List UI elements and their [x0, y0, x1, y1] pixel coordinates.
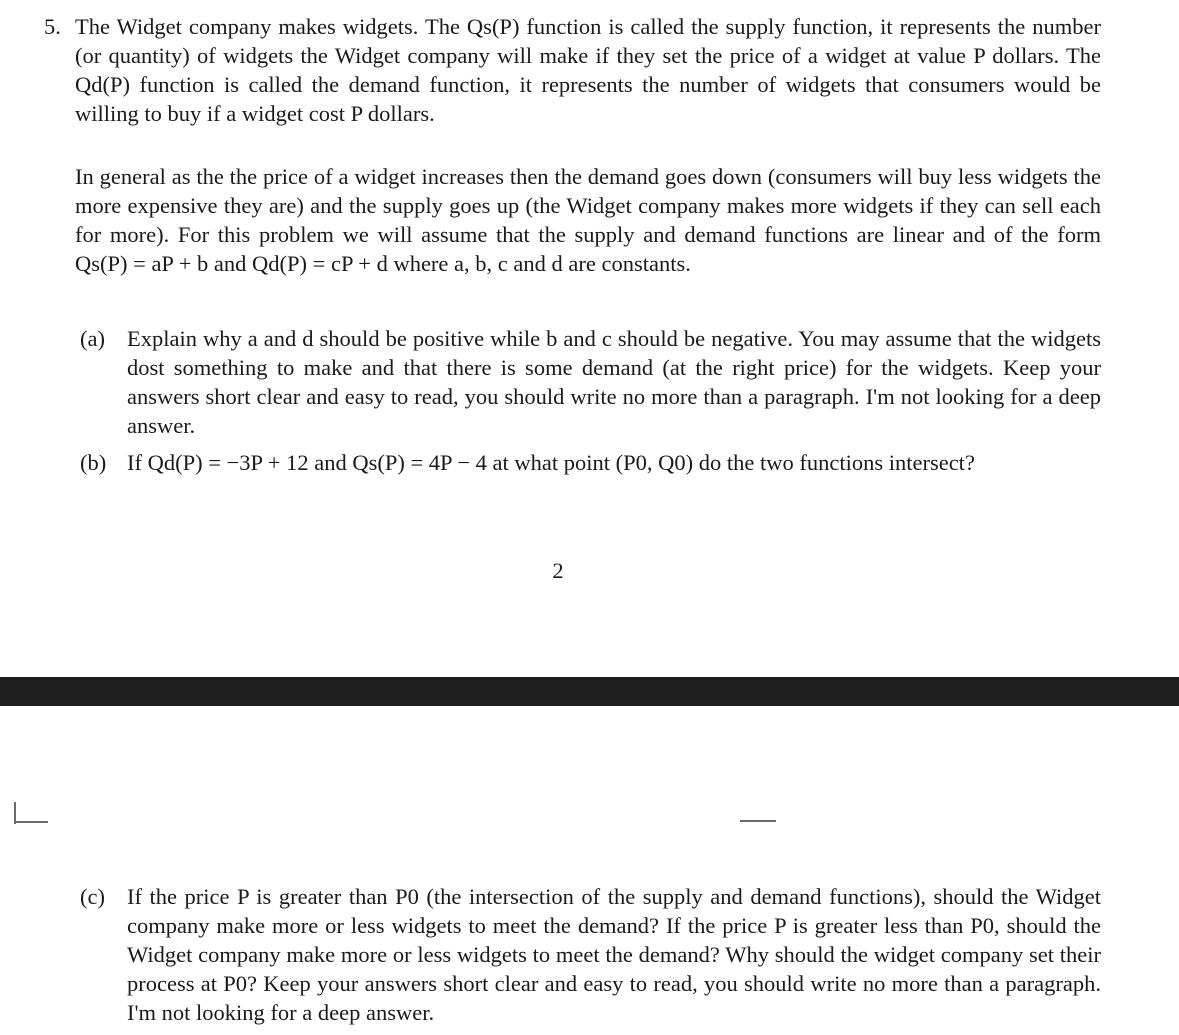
part-a-label: (a): [80, 326, 105, 351]
part-b-text: If Qd(P) = −3P + 12 and Qs(P) = 4P − 4 at what point (P0, Q0) do the two functions intersect?: [127, 450, 975, 475]
problem-intro: The Widget company makes widgets. The Qs(P) function is called the supply function, it represents the number (or quantity) of widgets the Widget company will make if they set the price of a widget at value P dollars. The Qd(P) function is called the demand function, it represents the number of widgets that consumers would be willing to buy if a widget cost P dollars.: [75, 14, 1101, 126]
part-b-label: (b): [80, 450, 107, 475]
part-b: [80, 448, 1101, 477]
part-a: [80, 324, 1101, 440]
problem-5: [44, 12, 1102, 128]
part-a-text: Explain why a and d should be positive while b and c should be negative. You may assume that the widgets dost something to make and that there is some demand (at the right price) for the widgets. Keep your answers short clear and easy to read, you should write no more than a paragraph. I'm not looking for a deep answer.: [127, 326, 1101, 438]
part-c: [80, 882, 1101, 1027]
problem-number: 5.: [44, 14, 61, 39]
part-c-label: (c): [80, 884, 105, 909]
scan-mark: [14, 821, 48, 823]
page-number: 2: [552, 558, 564, 583]
assumptions-paragraph: In general as the the price of a widget increases then the demand goes down (consumers will buy less widgets the more expensive they are) and the supply goes up (the Widget company makes more widgets if they can sell each for more). For this problem we will assume that the supply and demand functions are linear and of the form Qs(P) = aP + b and Qd(P) = cP + d where a, b, c and d are constants.: [75, 164, 1101, 276]
scan-mark: [740, 820, 776, 822]
page-separator: [0, 677, 1179, 706]
part-c-text: If the price P is greater than P0 (the intersection of the supply and demand functions), should the Widget company make more or less widgets to meet the demand? If the price P is greater less than P0, should the Widget company make more or less widgets to meet the demand? Why should the widget company set their process at P0? Keep your answers short clear and easy to read, you should write no more than a paragraph. I'm not looking for a deep answer.: [127, 884, 1101, 1025]
